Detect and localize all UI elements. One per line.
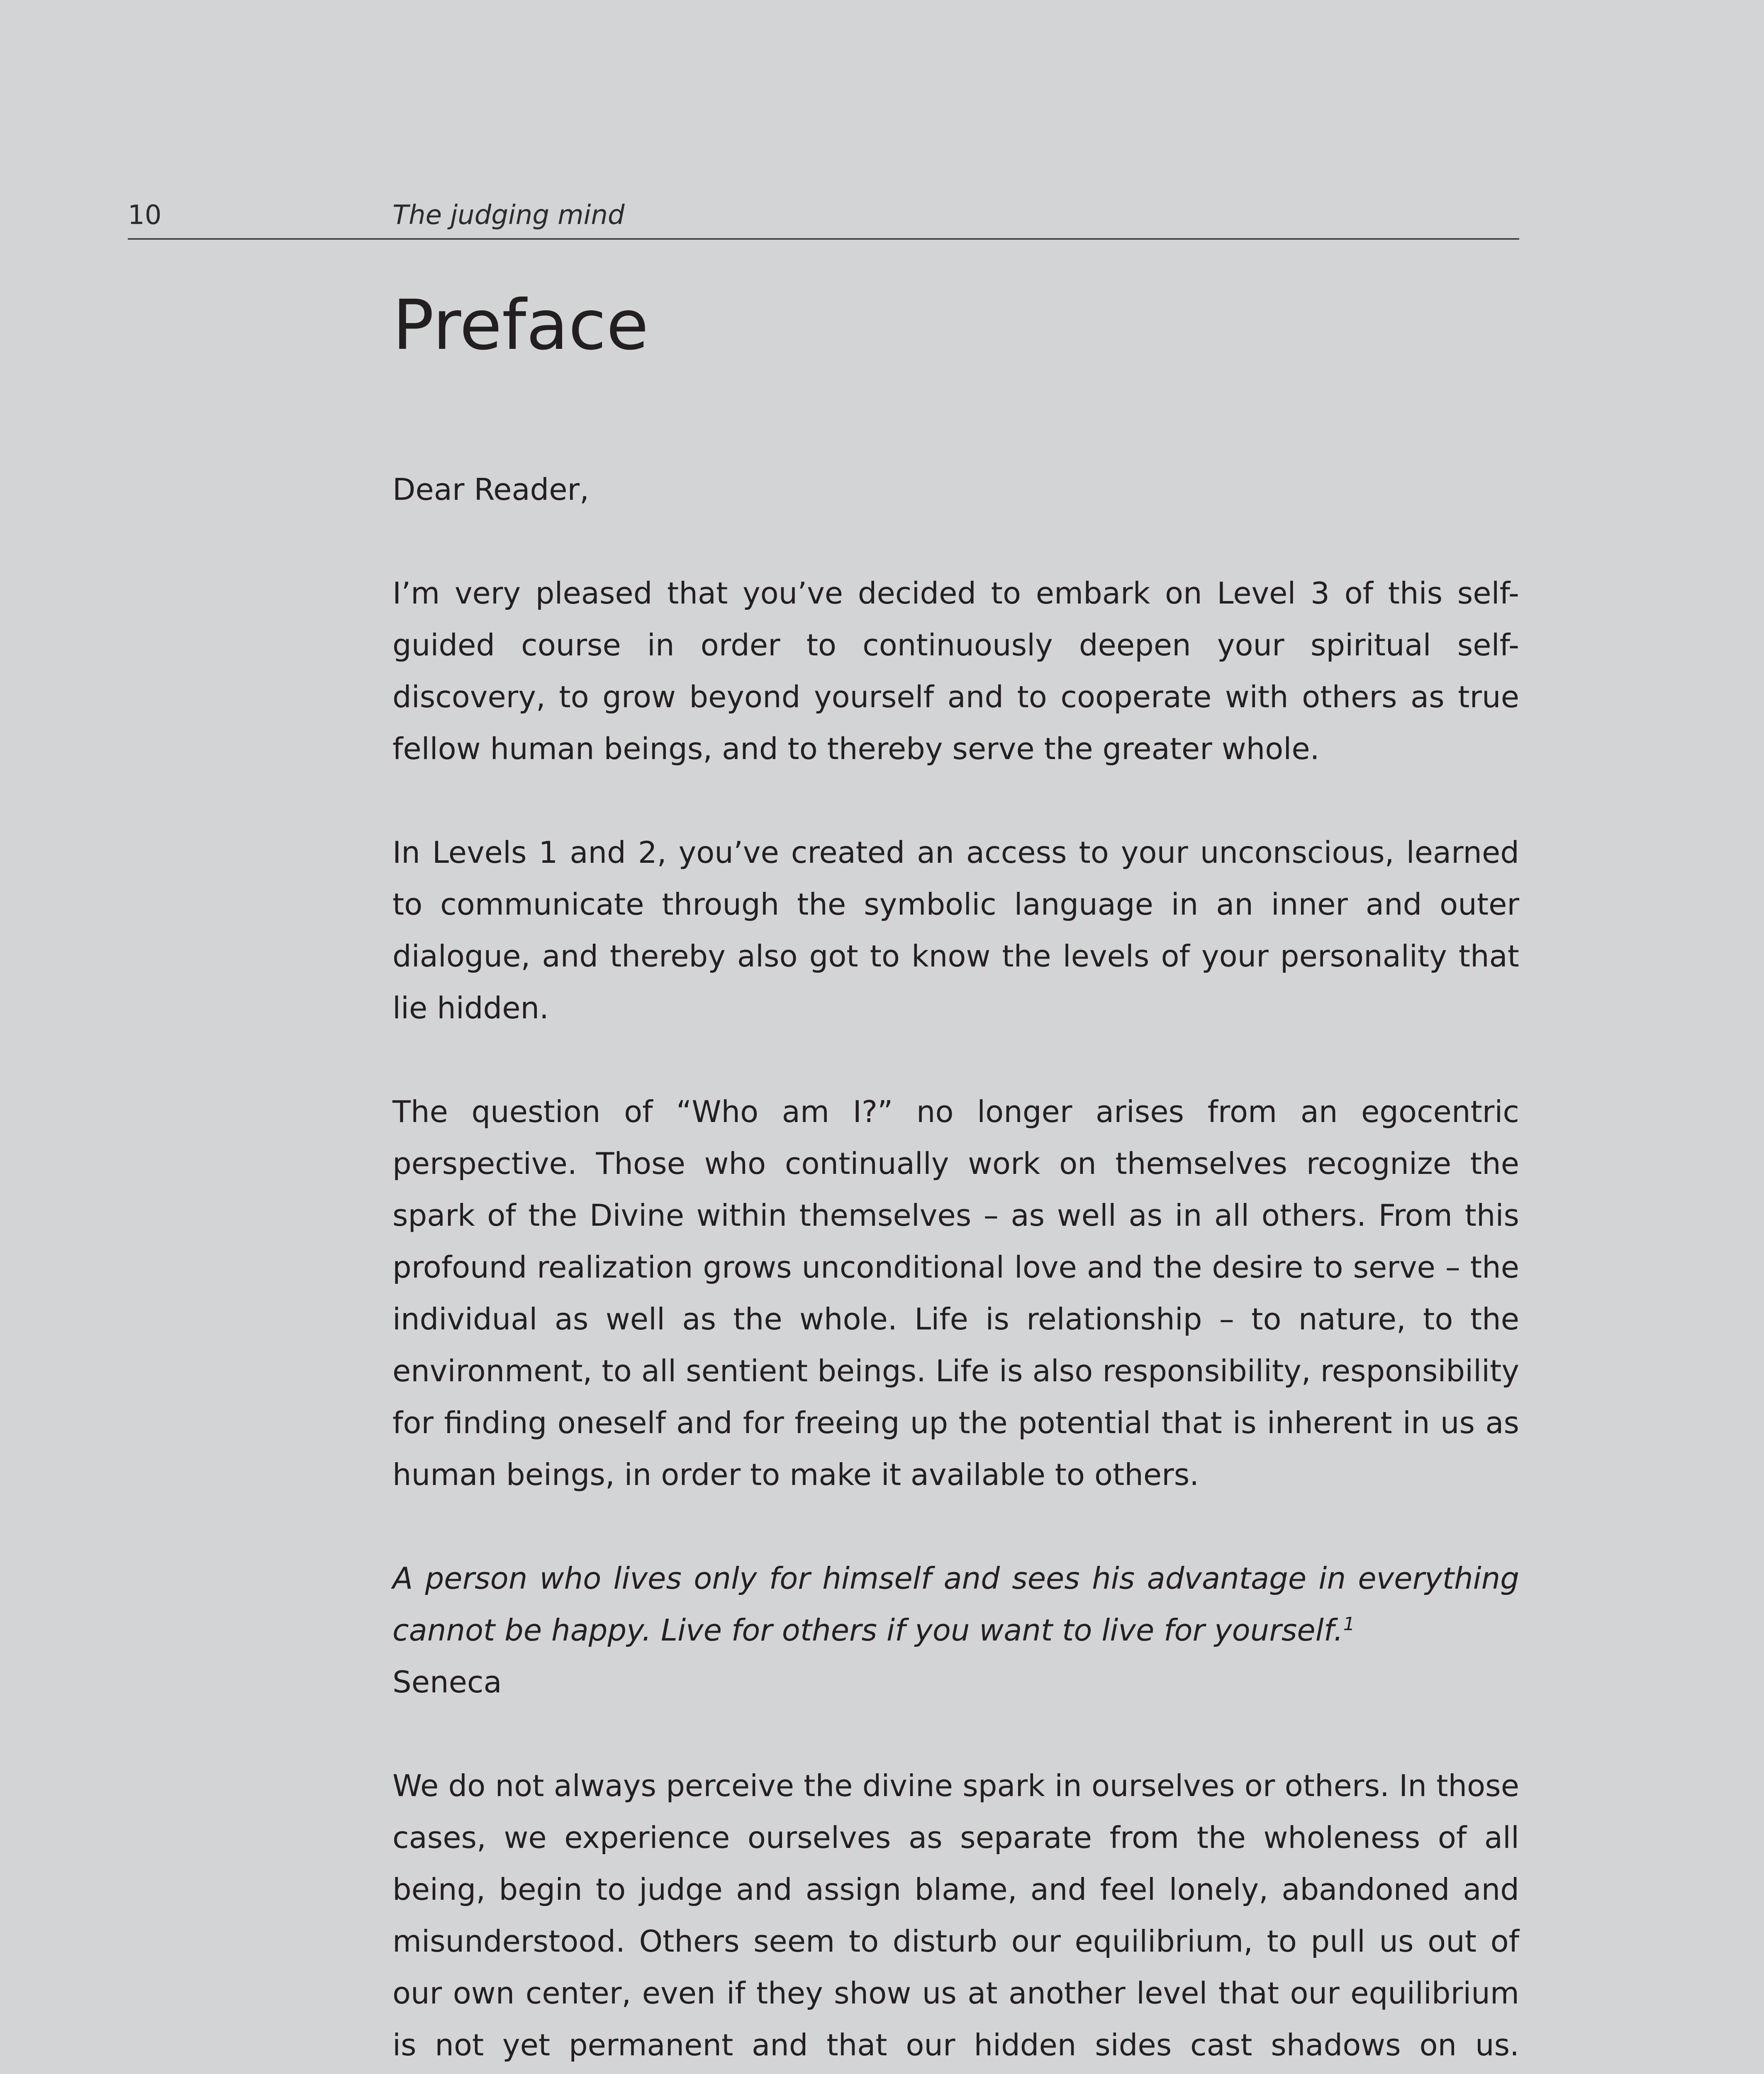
salutation: Dear Reader, (392, 472, 590, 507)
paragraph-3: The question of “Who am I?” no longer arises from an egocentric perspective. Those who continually work on themselves recognize the spark of the Divine within themselves – as well as in all others. From this profound realization grows unconditional love and the desire to serve – the individual as well as the whole. Life is relationship – to nature, to the environment, to all sentient beings. Life is also responsibility, responsibility for finding oneself and for freeing up the potential that is inherent in us as human beings, in order to make it available to others. (392, 1094, 1519, 1492)
quote-author: Seneca (392, 1665, 502, 1699)
main-content (392, 282, 1519, 2074)
page-number: 10 (128, 200, 162, 231)
page-header (128, 197, 1519, 240)
quote (392, 1553, 1519, 1656)
running-title: The judging mind (392, 200, 625, 231)
paragraph-2: In Levels 1 and 2, you’ve created an access to your unconscious, learned to communicate through the symbolic language in an inner and outer dialogue, and thereby also got to know the levels of your personality that lie hidden. (392, 835, 1519, 1025)
quote-text: A person who lives only for himself and sees his advantage in everything cannot be happy. Live for others if you want to live for yourself. (392, 1561, 1519, 1648)
paragraph-4: We do not always perceive the divine spark in ourselves or others. In those cases, we experience ourselves as separate from the wholeness of all being, begin to judge and assign blame, and feel lonely, abandoned and misunderstood. Others seem to disturb our equilibrium, to pull us out of our own center, even if they show us at another level that our equilibrium is not yet permanent and that our hidden sides cast shadows on us. (392, 1768, 1519, 2062)
paragraph-1: I’m very pleased that you’ve decided to embark on Level 3 of this self-guided course in order to continuously deepen your spiritual self-discovery, to grow beyond yourself and to cooperate with others as true fellow human beings, and to thereby serve the greater whole. (392, 576, 1519, 766)
footnote-reference[interactable]: 1 (1343, 1614, 1355, 1635)
quote-block (392, 1553, 1519, 1708)
page-title: Preface (392, 285, 649, 365)
